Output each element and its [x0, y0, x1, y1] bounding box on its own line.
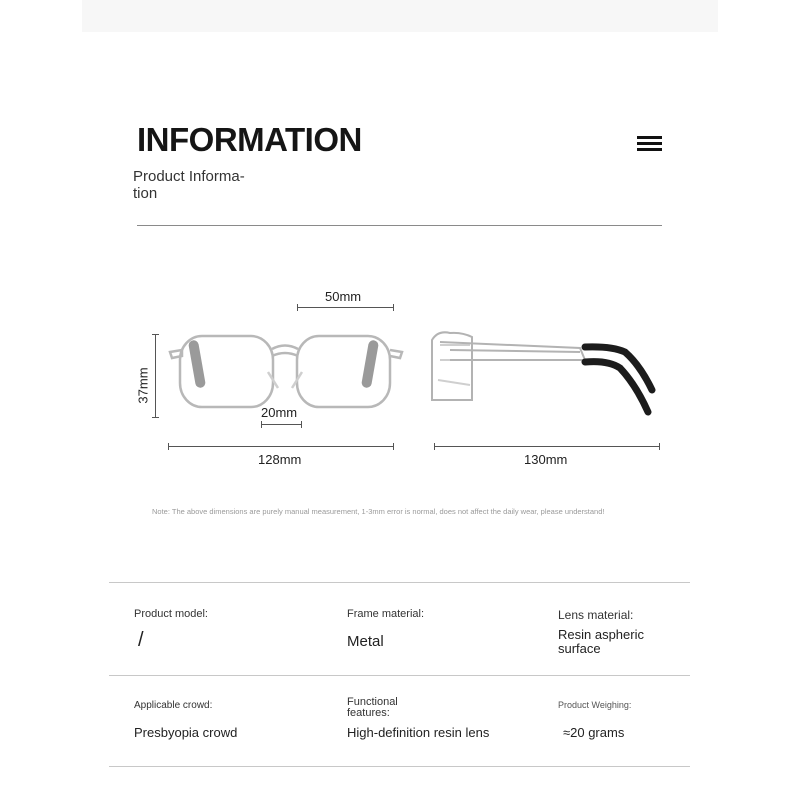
temple-tips [585, 347, 652, 412]
frame-material-value: Metal [347, 633, 384, 650]
spec-table-bottom-rule [109, 766, 690, 767]
product-model-value: / [138, 629, 144, 651]
lens-material-value: Resin aspheric surface [558, 627, 644, 656]
lens-material-label: Lens material: [558, 608, 634, 622]
applicable-crowd-value: Presbyopia crowd [134, 725, 238, 740]
applicable-crowd-label: Applicable crowd: [134, 700, 213, 711]
functional-features-value: High-definition resin lens [347, 725, 490, 740]
product-weight-label: Product Weighing: [558, 700, 632, 710]
frame-material-label: Frame material: [347, 608, 425, 620]
page-subtitle: Product Informa- tion [133, 168, 245, 202]
lens-height-dimension-line [155, 334, 156, 418]
spec-table-top-rule [109, 582, 690, 583]
temple-length-label: 130mm [524, 452, 568, 467]
side-view-glasses [432, 332, 585, 400]
bridge-dimension-line [261, 424, 302, 425]
temple-length-dimension-line [434, 446, 660, 447]
spec-table-middle-rule [109, 675, 690, 676]
bridge-label: 20mm [261, 405, 298, 420]
page-title: INFORMATION [137, 121, 362, 158]
functional-features-label: Functional features: [347, 696, 398, 719]
lens-width-dimension-line [297, 307, 394, 308]
lens-width-label: 50mm [325, 289, 362, 304]
nose-pads [188, 339, 379, 388]
measurement-note: Note: The above dimensions are purely manual measurement, 1-3mm error is normal, does not affect the daily wear, please understand! [152, 507, 605, 516]
frame-width-label: 128mm [258, 452, 302, 467]
frame-width-dimension-line [168, 446, 394, 447]
product-model-label: Product model: [134, 608, 208, 620]
product-weight-value: ≈20 grams [563, 725, 625, 740]
lens-height-label: 37mm [135, 367, 151, 404]
